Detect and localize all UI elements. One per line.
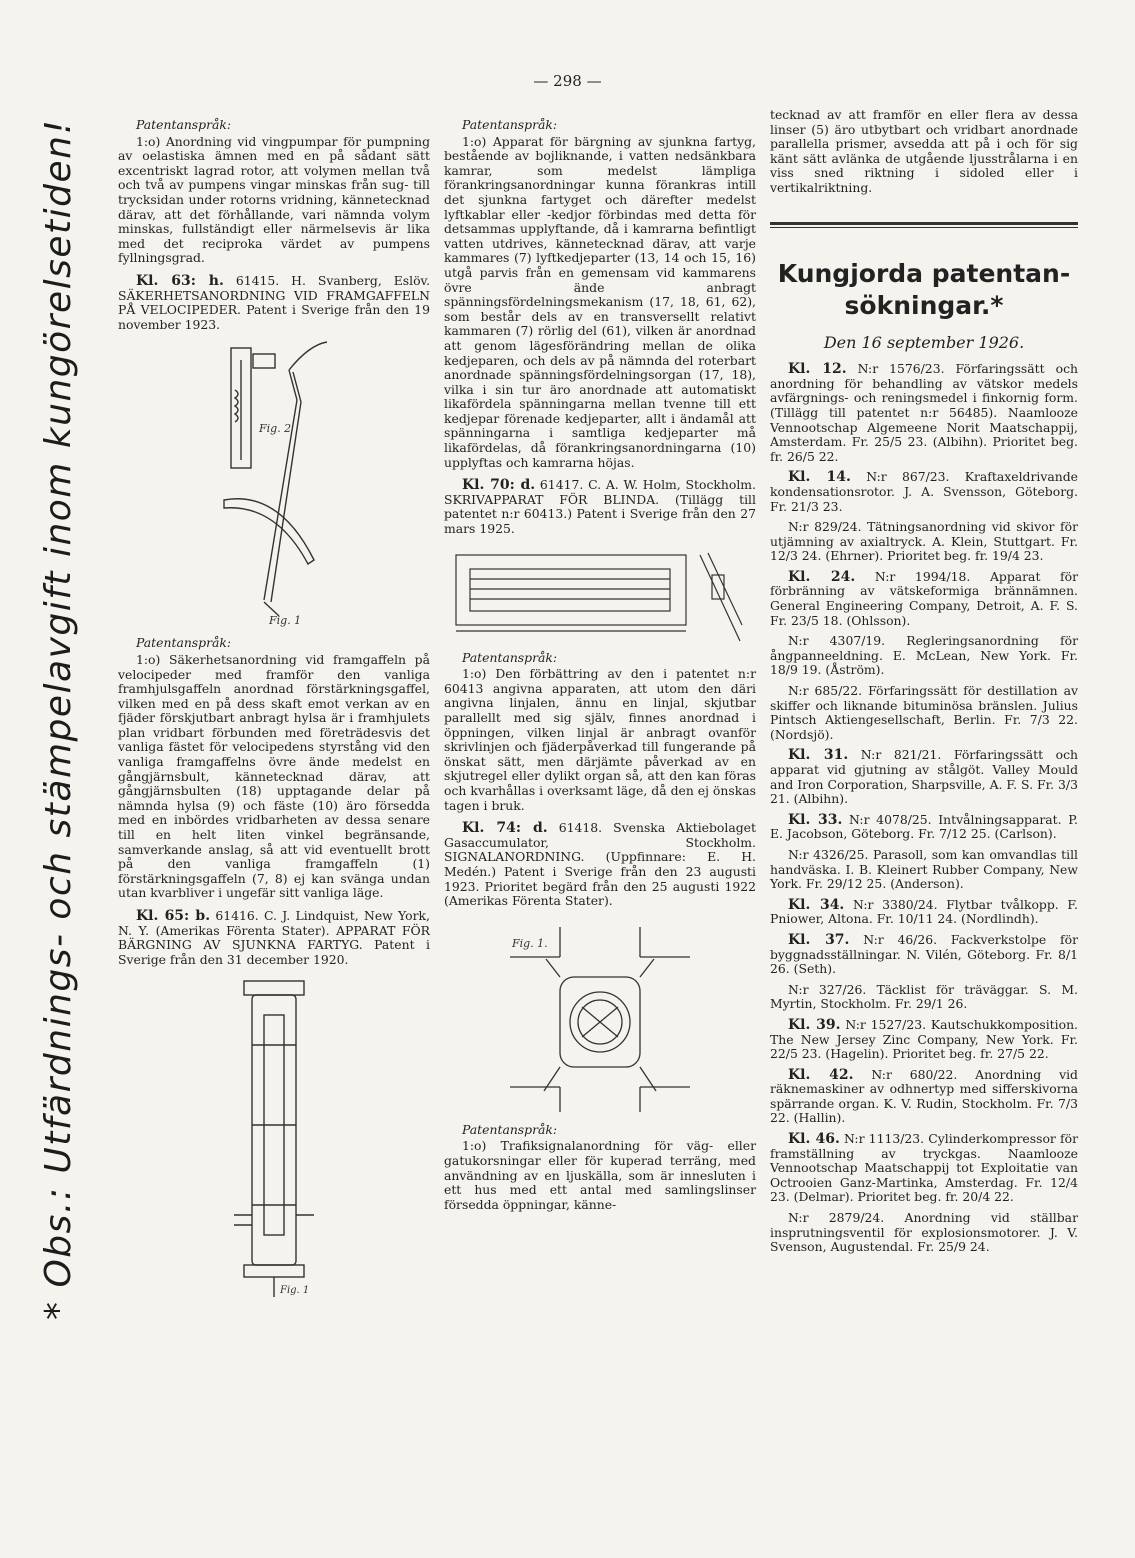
entry-text: N:r 2879/24. Anordning vid ställbar insprutningsventil för explosionsmotorer. J. V. Svenson, Augustendal. Fr. 25/9 24. — [770, 1210, 1078, 1255]
patent-entry-65 — [118, 909, 430, 967]
entry-text: N:r 46/26. Fackverkstolpe för byggnadsställningar. N. Vilén, Göteborg. Fr. 8/1 26. (Seth). — [770, 931, 1078, 977]
class-label: Kl. 42. — [788, 1066, 854, 1083]
entry-text: N:r 1994/18. Apparat för förbränning av vätskeformiga brännämnen. General Engineering Company, Detroit, A. F. S. Fr. 23/5 18. (Ohlsson). — [770, 568, 1078, 628]
claims-header: Patentanspråk: — [462, 1121, 558, 1137]
side-note: * Obs.: Utfärdnings- och stämpelavgift inom kungörelsetiden! — [38, 118, 79, 1320]
application-entry — [770, 684, 1078, 742]
application-entry — [770, 1132, 1078, 1205]
section-heading — [770, 258, 1078, 322]
writing-apparatus-figure — [450, 545, 750, 645]
column-3 — [770, 108, 1078, 1261]
salvage-chamber-figure — [224, 975, 324, 1305]
application-entry — [770, 1211, 1078, 1255]
entry-text: N:r 327/26. Täcklist för träväggar. S. M. Myrtin, Stockholm. Fr. 29/1 26. — [770, 981, 1078, 1012]
entry-text: N:r 3380/24. Flytbar tvålkopp. F. Pniower, Altona. Fr. 10/11 24. (Nordlindh). — [770, 896, 1078, 927]
class-label: Kl. 63: h. — [136, 272, 224, 289]
entry-text: N:r 1527/23. Kautschukkomposition. The New Jersey Zinc Company, New York. Fr. 22/5 23. (Hagelin). Prioritet beg. fr. 27/5 22. — [770, 1016, 1078, 1062]
class-label: Kl. 34. — [788, 896, 845, 913]
application-entry — [770, 983, 1078, 1012]
entry-text: N:r 829/24. Tätningsanordning vid skivor för utjämning av axialtryck. A. Klein, Stuttgart. Fr. 12/3 24. (Ehrner). Prioritet beg. fr. 19/4 23. — [770, 519, 1078, 564]
heading-line: sökningar.* — [844, 290, 1004, 320]
application-entry — [770, 520, 1078, 564]
figure-label: Fig. 2 — [259, 422, 292, 436]
application-entry — [770, 1018, 1078, 1062]
entry-text: N:r 4326/25. Parasoll, som kan omvandlas till handväska. I. B. Kleinert Rubber Company, New York. Fr. 29/12 25. (Anderson). — [770, 846, 1078, 892]
patent-entry-74 — [444, 821, 756, 909]
announcement-date: Den 16 september 1926. — [823, 332, 1025, 352]
claims-header: Patentanspråk: — [136, 117, 232, 132]
class-label: Kl. 31. — [788, 747, 849, 764]
entry-text: N:r 1576/23. Förfaringssätt och anordning för behandling av vätskor medels avfärgnings- och reningsmedel i finkornig form. (Tillägg till patentet n:r 56485). Naamlooze Vennootschap Algemeene Norit Maatschappij, Amsterdam. Fr. 25/5 23. (Albihn). Prioritet beg. fr. 26/5 22. — [770, 361, 1078, 464]
claim-text: 1:o) Den förbättring av den i patentet n:r 60413 angivna apparaten, att utom den däri angivna linjalen, ännu en linjal, skjutbar parallellt med sig själv, finnes anordnad i öppningen, vilken linjal är anbragt ovanför skrivlinjen och fjäderpåverkad till fungerande på önskat sätt, men därjämte påverkad av en skjutregel eller dylikt organ så, att den kan föras och kvarhållas i overksamt läge, då den ej önskas tagen i bruk. — [444, 666, 756, 813]
class-label: Kl. 74: d. — [462, 820, 548, 837]
figure-label: Fig. 1 — [280, 1285, 310, 1297]
claim-text: 1:o) Apparat för bärgning av sjunkna fartyg, bestående av bojliknande, i vatten nedsänkbara kamrar, som medelst lämpliga förankringsanordningar kunna förankras intill det sjunkna fartyget och därefter medelst lyftkablar eller -kedjor förbindas med detta för detsammas upplyftande, då i kamrarna befintligt vatten utdrives, kännetecknad därav, att varje kammares (7) lyftkedjeparter (13, 14 och 15, 16) utgå parvis från en gemensam vid kammarens övre ände anbragt spänningsfördelningsmekanism (17, 18, 61, 62), som består dels av en transversellt relativt kammaren (7) rörlig del (61), vilken är anordnad att genom lägesförändring mellan de olika kedjeparen, och dels av på nämnda del roterbart anordnade spänningsfördelningsorgan (17, 18), vilka i sin tur äro anordnade att automatiskt likafördela spänningarna mellan tvenne till ett kedjepar förenade kedjeparter, allt i ändamål att spänningarna i samtliga kedjeparter må likafördelas, då förankringsanordningarna (10) upplyftas och kamrarna höjas. — [444, 133, 756, 470]
claim-text: 1:o) Trafiksignalanordning för väg- eller gatukorsningar eller för kuperad terräng, med användning av en ljuskälla, som är innesluten i ett hus med ett antal med samlingslinser försedda öppningar, känne- — [444, 1138, 756, 1212]
claim-text: 1:o) Anordning vid vingpumpar för pumpning av oelastiska ämnen med en på sådant sätt excentriskt lagrad rotor, att volymen mellan två och två av pumpens vingar minskas från sug- till trycksidan under rotorns vridning, kännetecknad därav, att det förhållande, vari nämnda volym minskas, fullständigt eller närmelsevis är lika med det reciproka värdet av pumpens fyllningsgrad. — [118, 133, 430, 266]
bicycle-fork-figure — [219, 340, 329, 630]
column-1 — [118, 118, 430, 1311]
class-label: Kl. 14. — [788, 469, 851, 486]
entry-text: N:r 4078/25. Intvålningsapparat. P. E. Jacobson, Göteborg. Fr. 7/12 25. (Carlson). — [770, 811, 1078, 842]
claims-header: Patentanspråk: — [462, 117, 558, 132]
class-label: Kl. 46. — [788, 1131, 840, 1148]
entry-text: 61415. H. Svanberg, Eslöv. SÄKERHETSANORDNING VID FRAMGAFFELN PÅ VELOCIPEDER. Patent i Sverige från den 19 november 1923. — [118, 272, 431, 332]
application-entry — [770, 634, 1078, 678]
class-label: Kl. 39. — [788, 1016, 841, 1033]
entry-text: 61417. C. A. W. Holm, Stockholm. SKRIVAPPARAT FÖR BLINDA. (Tillägg till patentet n:r 60413.) Patent i Sverige från den 27 mars 1925. — [444, 477, 756, 537]
entry-text: 61416. C. J. Lindquist, New York, N. Y. (Amerikas Förenta Stater). APPARAT FÖR BÄRGNING AV SJUNKNA FARTYG. Patent i Sverige från den 31 december 1920. — [118, 908, 430, 967]
application-entry — [770, 362, 1078, 464]
application-entry — [770, 848, 1078, 892]
entry-text: N:r 821/21. Förfaringssätt och apparat vid gjutning av stålgöt. Valley Mould and Iron Corporation, Sharpsville, A. F. S. Fr. 3/3 21. (Albihn). — [770, 747, 1078, 807]
application-entry — [770, 1068, 1078, 1126]
application-entry — [770, 813, 1078, 842]
class-label: Kl. 24. — [788, 568, 856, 585]
application-list — [770, 362, 1078, 1255]
entry-text: N:r 4307/19. Regleringsanordning för ångpanneeldning. E. McLean, New York. Fr. 18/9 19. (Åström). — [770, 633, 1078, 678]
patent-entry-63 — [118, 274, 430, 332]
patent-entry-70 — [444, 478, 756, 536]
application-entry — [770, 748, 1078, 806]
application-entry — [770, 933, 1078, 977]
figure-label: Fig. 1 — [269, 614, 302, 628]
entry-text: N:r 867/23. Kraftaxeldrivande kondensationsrotor. J. A. Svensson, Göteborg. Fr. 21/3 23. — [770, 469, 1078, 514]
class-label: Kl. 70: d. — [462, 477, 536, 494]
section-divider — [770, 222, 1078, 228]
heading-line: Kungjorda patentan- — [777, 258, 1071, 288]
class-label: Kl. 12. — [788, 361, 847, 378]
class-label: Kl. 33. — [788, 811, 843, 828]
entry-text: N:r 1113/23. Cylinderkompressor för framställning av tryckgas. Naamlooze Vennootschap Maatschappij tot Exploitatie van Octrooien Ganz-Martinka, Amsterdag. Fr. 12/4 23. (Delmar). Prioritet beg. fr. 20/4 22. — [770, 1131, 1078, 1205]
entry-text: N:r 685/22. Förfaringssätt för destillation av skiffer och liknande bituminösa bränslen. Julius Pintsch Aktiengesellschaft, Berlin. Fr. 7/3 22. (Nordsjö). — [770, 683, 1078, 742]
claims-header: Patentanspråk: — [136, 635, 232, 651]
column-2 — [444, 118, 756, 1220]
figure-label: Fig. 1. — [512, 936, 548, 950]
application-entry — [770, 470, 1078, 514]
claims-header: Patentanspråk: — [462, 649, 558, 665]
entry-text: 61418. Svenska Aktiebolaget Gasaccumulator, Stockholm. SIGNALANORDNING. (Uppfinnare: E. H. Medén.) Patent i Sverige från den 23 augusti 1923. Prioritet begärd från den 25 augusti 1922 (Amerikas Förenta Stater). — [444, 820, 756, 909]
application-entry — [770, 898, 1078, 927]
continuation-text: tecknad av att framför en eller flera av dessa linser (5) äro utbytbart och vridbart anordnade parallella prismer, avsedda att på i och för sig känt sätt avlänka de utgående ljusstrålarna i en viss sned riktning i sidoled eller i vertikalriktning. — [770, 107, 1078, 195]
traffic-signal-figure — [490, 917, 710, 1117]
class-label: Kl. 65: b. — [136, 908, 211, 924]
claim-text: 1:o) Säkerhetsanordning vid framgaffeln på velocipeder med framför den vanliga framhjulsgaffeln anordnad förstärkningsgaffel, vilken med en på dess skaft emot verkan av en fjäder förskjutbart anbragt hylsa är i framhjulets plan vridbart förbunden med företrädesvis det vanliga fästet för velocipedens styrstång vid den vanliga framgaffelns övre ände medelst en gångjärnsbult, kännetecknad därav, att gångjärnsbulten (18) upptagande delar på nämnda hylsa (9) och fäste (10) äro försedda med en inbördes vridbarheten av dessa senare till en helt liten vinkel begränsande, samverkande anslag, så att vid eventuellt brott på den vanliga framgaffeln (1) förstärkningsgaffeln (7, 8) ej kan svänga undan utan kvarbliver i ungefär sitt vanliga läge. — [118, 651, 430, 901]
entry-text: N:r 680/22. Anordning vid räknemaskiner av odhnertyp med sifferskivorna spärrande organ. K. V. Rudin, Stockholm. Fr. 7/3 22. (Hallin). — [770, 1066, 1078, 1126]
page-number: — 298 — — [533, 72, 602, 90]
class-label: Kl. 37. — [788, 931, 850, 948]
application-entry — [770, 570, 1078, 628]
